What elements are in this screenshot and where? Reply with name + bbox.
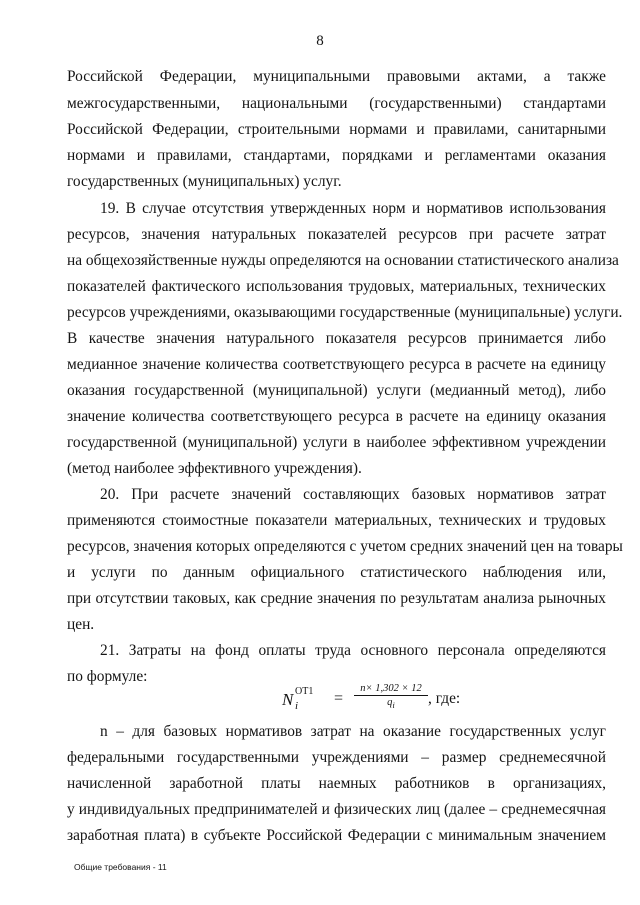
text-line: В качестве значения натурального показателя ресурсов принимается либо [67,330,606,347]
text-line: на общехозяйственные нужды определяются на основании статистического анализа [67,252,619,269]
text-line: заработная плата) в субъекте Российской Федерации с минимальным значением [67,827,606,844]
text-line: (метод наиболее эффективного учреждения). [67,460,362,477]
text-line: федеральными государственными учреждениями – размер среднемесячной [67,749,606,766]
text-line: ресурсов, значения которых определяются с учетом средних значений цен на товары [67,538,623,555]
formula-equals: = [334,690,344,707]
formula-subscript: i [295,700,299,712]
text-line: межгосударственными, национальными (государственными) стандартами [67,95,606,112]
formula-lhs [282,686,314,712]
text-line: показателей фактического использования трудовых, материальных, технических [67,278,606,295]
text-line: применяются стоимостные показатели материальных, технических и трудовых [67,512,606,529]
formula-superscript: ОТ1 [295,686,314,697]
text-line: медианное значение количества соответствующего ресурса в расчете на единицу [67,356,606,373]
text-line: ресурсов учреждениями, оказывающими государственные (муниципальные) услуги. [67,304,623,321]
footer-note: Общие требования - 11 [74,862,167,872]
paragraph-20-start: 20. При расчете значений составляющих базовых нормативов затрат [100,486,606,503]
formula-denominator [354,696,428,710]
text-line: и услуги по данным официального статистического наблюдения или, [67,564,606,581]
paragraph-21-start: 21. Затраты на фонд оплаты труда основного персонала определяются [100,642,606,659]
formula-denominator-sub: i [392,700,395,711]
formula-suffix: , где: [428,690,461,707]
text-line: у индивидуальных предпринимателей и физических лиц (далее – среднемесячная [67,801,606,818]
text-line: государственных (муниципальных) услуг. [67,173,342,190]
formula-numerator: n× 1,302 × 12 [354,683,428,696]
text-line: Российской Федерации, строительными нормами и правилами, санитарными [67,121,606,138]
paragraph-19-start: 19. В случае отсутствия утвержденных норм и нормативов использования [100,200,606,217]
text-line: при отсутствии таковых, как средние значения по результатам анализа рыночных [67,590,606,607]
formula-symbol: N [282,690,294,709]
text-line: Российской Федерации, муниципальными правовыми актами, а также [67,68,606,85]
text-line: нормами и правилами, стандартами, порядками и регламентами оказания [67,147,606,164]
text-line: по формуле: [67,668,148,685]
text-line: ресурсов, значения натуральных показателей ресурсов при расчете затрат [67,226,606,243]
definition-n-start: n – для базовых нормативов затрат на оказание государственных услуг [100,723,606,740]
text-line: оказания государственной (муниципальной) услуги (медианный метод), либо [67,382,606,399]
page-number: 8 [316,33,324,49]
text-line: государственной (муниципальной) услуги в наиболее эффективном учреждении [67,434,606,451]
text-line: начисленной заработной платы наемных работников в организациях, [67,775,606,792]
text-line: значение количества соответствующего ресурса в расчете на единицу оказания [67,408,606,425]
formula-denominator-symbol: q [387,697,393,708]
text-line: цен. [67,616,95,633]
formula-fraction [354,683,428,710]
